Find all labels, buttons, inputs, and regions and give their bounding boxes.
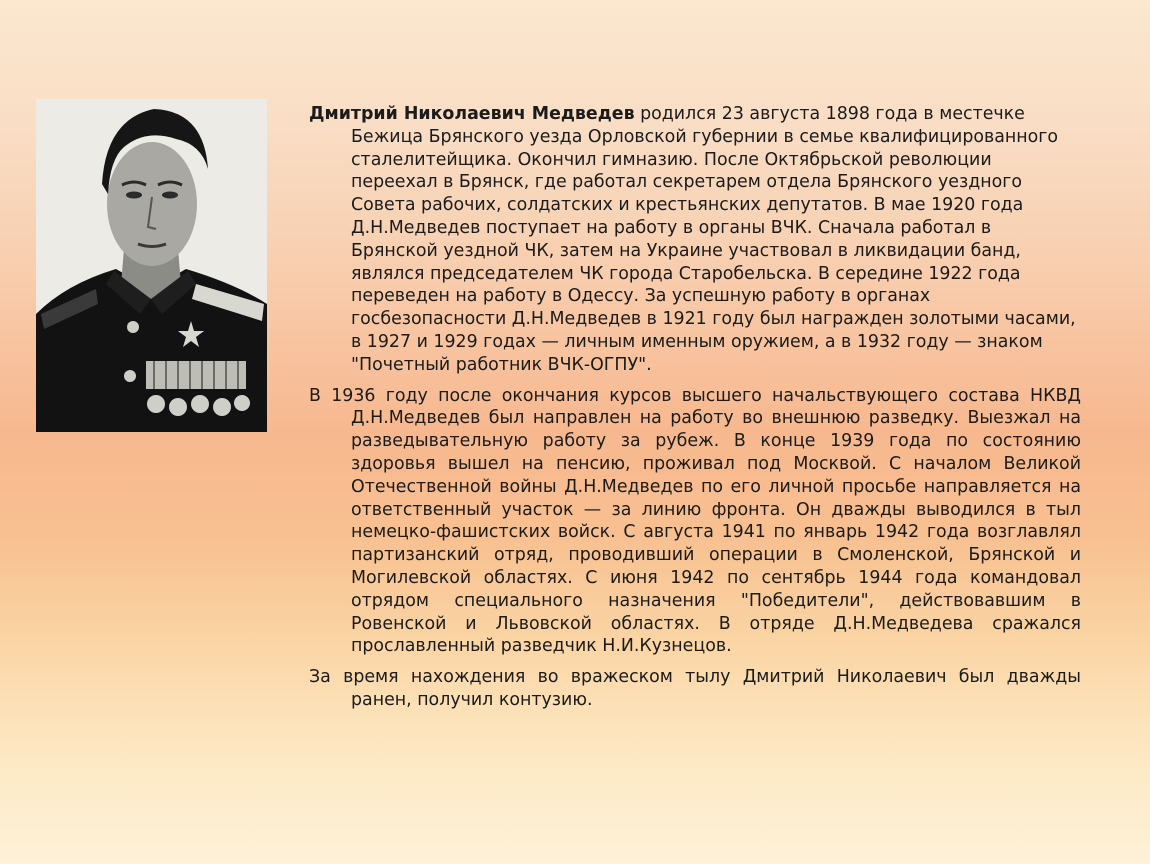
paragraph-3: За время нахождения во вражеском тылу Дмитрий Николаевич был дважды ранен, получил контузию. [309,667,1081,710]
biography-text [309,103,1081,720]
person-name: Дмитрий Николаевич Медведев [309,104,635,124]
portrait-photo [36,99,267,432]
paragraph-2: В 1936 году после окончания курсов высшего начальствующего состава НКВД Д.Н.Медведев был направлен на работу во внешнюю разведку. Выезжал на разведывательную работу за рубеж. В конце 1939 года по состоянию здоровья вышел на пенсию, проживал под Москвой. С началом Великой Отечественной войны Д.Н.Медведев по его личной просьбе направляется на ответственный участок — за линию фронта. Он дважды выводился в тыл немецко-фашистских войск. С августа 1941 по январь 1942 года возглавлял партизанский отряд, проводивший операции в Смоленской, Брянской и Могилевской областях. С июня 1942 по сентябрь 1944 года командовал отрядом специального назначения "Победители", действовавшим в Ровенской и Львовской областях. В отряде Д.Н.Медведева сражался прославленный разведчик Н.И.Кузнецов. [309,385,1081,657]
paragraph-1-body: родился 23 августа 1898 года в местечке Бежица Брянского уезда Орловской губернии в семье квалифицированного сталелитейщика. Окончил гимназию. После Октябрьской революции переехал в Брянск, где работал секретарем отдела Брянского уездного Совета рабочих, солдатских и крестьянских депутатов. В мае 1920 года Д.Н.Медведев поступает на работу в органы ВЧК. Сначала работал в Брянской уездной ЧК, затем на Украине участвовал в ликвидации банд, являлся председателем ЧК города Старобельска. В середине 1922 года переведен на работу в Одессу. За успешную работу в органах госбезопасности Д.Н.Медведев в 1921 году был награжден золотыми часами, в 1927 и 1929 годах — личным именным оружием, а в 1932 году — знаком "Почетный работник ВЧК-ОГПУ". [351,104,1076,375]
person-portrait-icon [36,99,267,432]
paragraph-1 [309,103,1081,377]
